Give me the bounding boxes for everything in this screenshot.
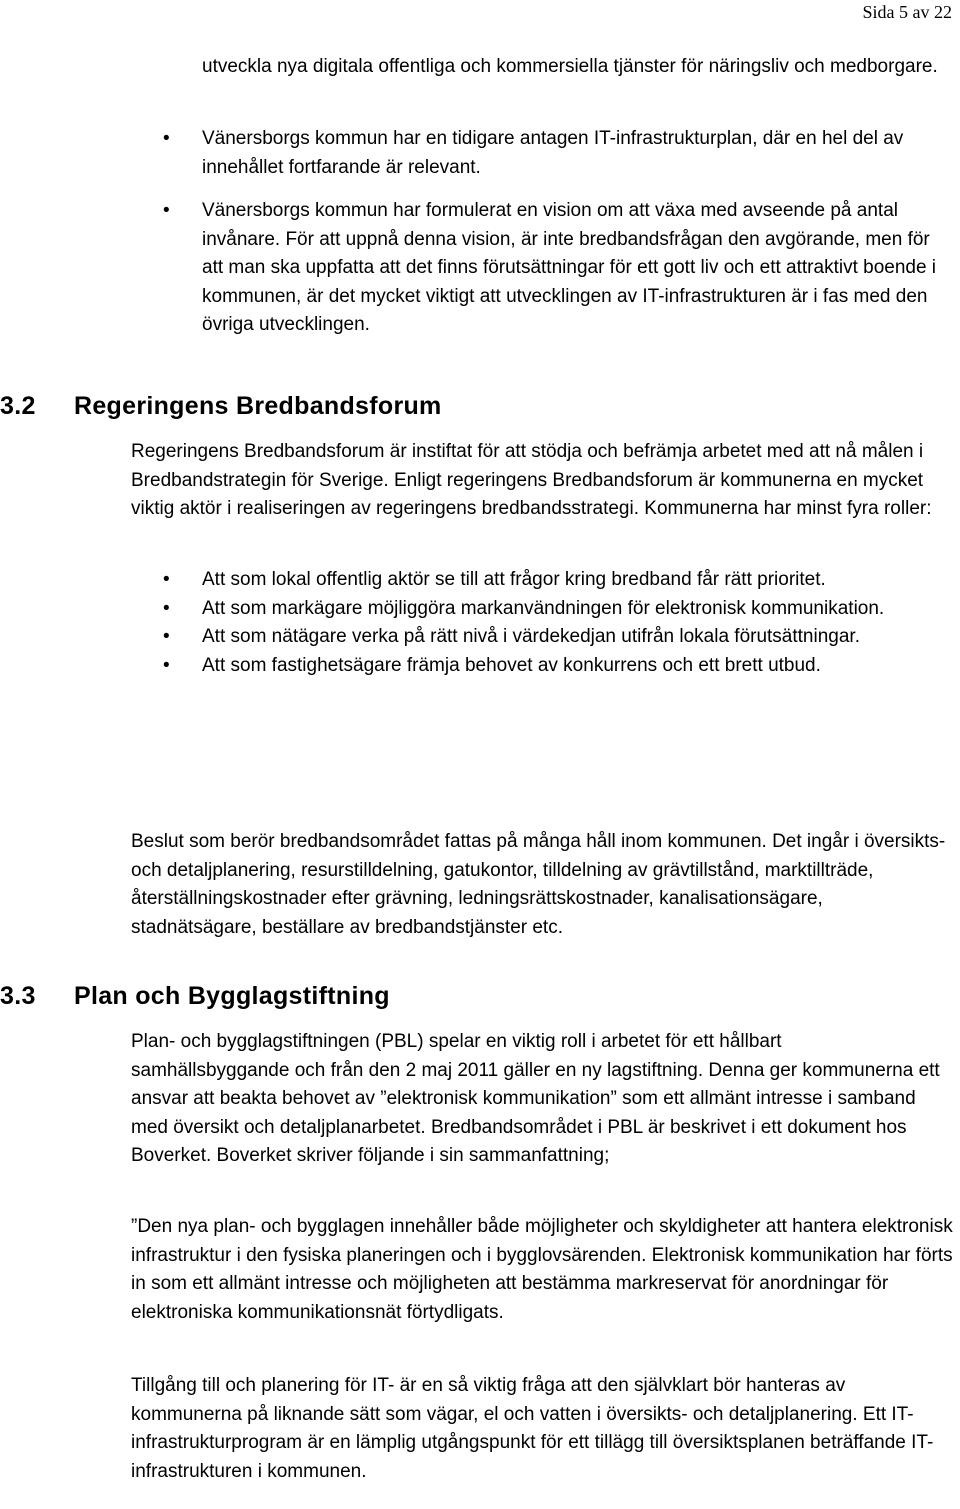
list-item <box>0 197 960 340</box>
list-item-text: Att som lokal offentlig aktör se till att frågor kring bredband får rätt prioritet. <box>202 569 826 590</box>
list-item-text: Att som fastighetsägare främja behovet av konkurrens och ett brett utbud. <box>202 654 821 676</box>
section-heading-3-2 <box>0 392 442 421</box>
list-item-text: Vänersborgs kommun har formulerat en vision om att växa med avseende på antal invånare. För att uppnå denna vision, är inte bredbandsfrågan den avgörande, men för att man ska uppfatta att det finns förutsättningar för ett gott liv och ett attraktivt boende i kommunen, är det mycket viktigt att utvecklingen av IT-infrastrukturen är i fas med den övriga utvecklingen. <box>202 200 937 335</box>
intro-continuation: utveckla nya digitala offentliga och kommersiella tjänster för näringsliv och medborgare. <box>202 56 938 77</box>
list-item-text: Att som nätägare verka på rätt nivå i värdekedjan utifrån lokala förutsättningar. <box>202 626 860 647</box>
section-number: 3.2 <box>0 392 36 420</box>
section-3-3-paragraph-1: Plan- och bygglagstiftningen (PBL) spelar en viktig roll i arbetet för ett hållbart samhällsbyggande och från den 2 maj 2011 gäller en ny lagstiftning. Denna ger kommunerna ett ansvar att beakta behovet av ”elektronisk kommunikation” som ett allmänt intresse i samband med översikt och detaljplanarbetet. Bredbandsområdet i PBL är beskrivet i ett dokument hos Boverket. Boverket skriver följande i sin sammanfattning; <box>131 1031 940 1166</box>
intro-bullet-list <box>0 125 960 340</box>
section-number: 3.3 <box>0 982 36 1010</box>
page-number: Sida 5 av 22 <box>862 2 952 22</box>
list-item <box>0 566 960 595</box>
section-title: Plan och Bygglagstiftning <box>74 982 390 1010</box>
section-3-2-closing: Beslut som berör bredbandsområdet fattas på många håll inom kommunen. Det ingår i översikts- och detaljplanering, resurstilldelning, gatukontor, tilldelning av grävtillstånd, marktillträde, återställningskostnader efter grävning, ledningsrättskostnader, kanalisationsägare, stadnätsägare, beställare av bredbandstjänster etc. <box>131 831 946 938</box>
bullet-icon: • <box>163 597 170 619</box>
list-item <box>0 623 960 652</box>
bullet-icon: • <box>163 569 170 590</box>
roles-list <box>0 566 960 680</box>
list-item-text: Vänersborgs kommun har en tidigare antagen IT-infrastrukturplan, där en hel del av innehållet fortfarande är relevant. <box>202 128 904 178</box>
list-item-text: Att som markägare möjliggöra markanvändningen för elektronisk kommunikation. <box>202 597 885 619</box>
section-heading-3-3 <box>0 982 390 1011</box>
list-item <box>0 652 960 681</box>
section-3-2-paragraph: Regeringens Bredbandsforum är instiftat för att stödja och befrämja arbetet med att nå målen i Bredbandstrategin för Sverige. Enligt regeringens Bredbandsforum är kommunerna en mycket viktig aktör i realiseringen av regeringens bredbandsstrategi. Kommunerna har minst fyra roller: <box>131 441 932 519</box>
bullet-icon: • <box>163 128 170 149</box>
section-title: Regeringens Bredbandsforum <box>74 392 442 420</box>
bullet-icon: • <box>163 200 170 221</box>
boverket-quote: ”Den nya plan- och bygglagen innehåller både möjligheter och skyldigheter att hantera elektronisk infrastruktur i den fysiska planeringen och i bygglovsärenden. Elektronisk kommunikation har förts in som ett allmänt intresse och möjligheten att bestämma markreservat för anordningar för elektroniska kommunikationsnät förtydligats. <box>131 1216 953 1323</box>
list-item <box>0 595 960 624</box>
bullet-icon: • <box>163 654 170 676</box>
section-3-3-paragraph-2: Tillgång till och planering för IT- är en så viktig fråga att den självklart bör hanteras av kommunerna på liknande sätt som vägar, el och vatten i översikts- och detaljplanering. Ett IT-infrastrukturprogram är en lämplig utgångspunkt för ett tillägg till översiktsplanen beträffande IT- infrastrukturen i kommunen. <box>131 1375 934 1482</box>
bullet-icon: • <box>163 626 170 647</box>
list-item <box>0 125 960 182</box>
